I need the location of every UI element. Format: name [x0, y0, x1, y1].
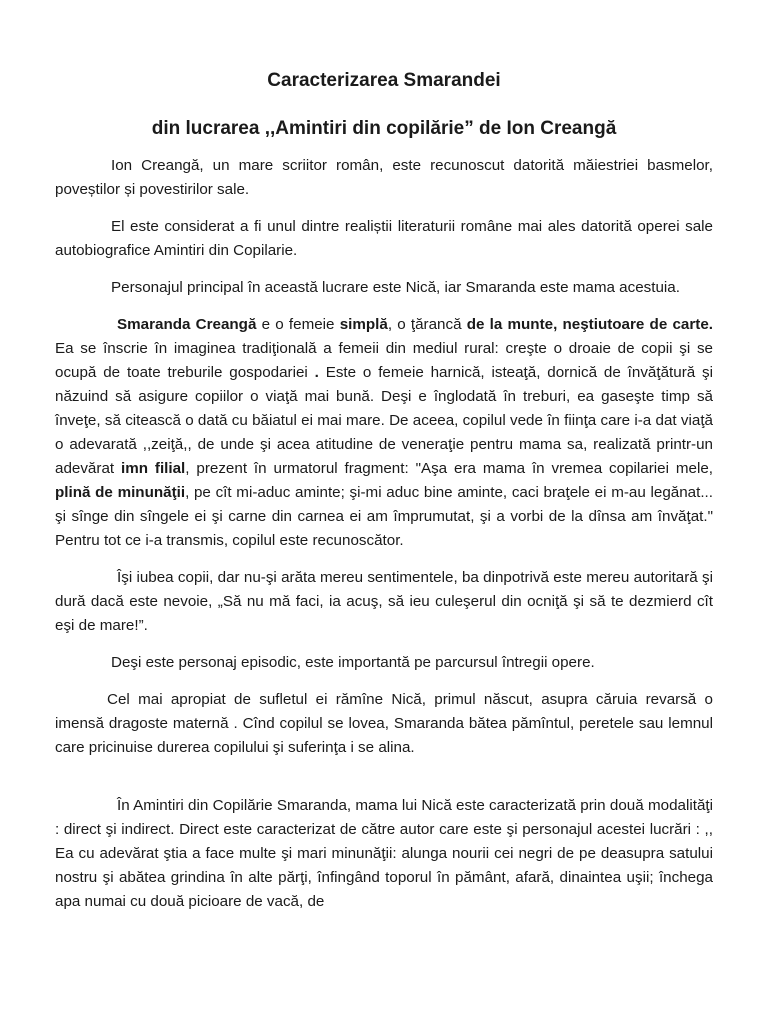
paragraph-8: În Amintiri din Copilărie Smaranda, mama lui Nică este caracterizată prin două modalităţi : direct şi indirect. Direct este caracterizat de către autor care este şi personajul acestei lucrări : ,, Ea cu adevărat ştia a face multe şi mari minunăţii: alunga nourii cei negri de pe deasupra satului nostru şi abătea grindina în alte părţi, înfingând toporul în pământ, afară, dinaintea uşii; închega apa numai cu două picioare de vacă, de: [55, 797, 713, 910]
paragraph-7: Cel mai apropiat de sufletul ei rămîne Nică, primul născut, asupra căruia revarsă o imensă dragoste maternă . Cînd copilul se lovea, Smaranda bătea pămîntul, peretele sau lemnul care pricinuise durerea copilului şi suferinţa i se alina.: [55, 691, 713, 756]
paragraph-2: El este considerat a fi unul dintre realiștii literaturii române mai ales datorită operei sale autobiografice Amintiri din Copilarie.: [55, 218, 713, 259]
text-span: , o ţărancă: [387, 316, 467, 333]
document-subtitle: din lucrarea ,,Amintiri din copilărie” de Ion Creangă: [151, 118, 617, 139]
bold-text: Smaranda Creangă: [117, 316, 257, 333]
document-page: [55, 0, 713, 1024]
paragraph-5: Îşi iubea copii, dar nu-şi arăta mereu sentimentele, ba dinpotrivă este mereu autoritară şi dură dacă este nevoie, „Să nu mă faci, ia acuş, să ieu culeşerul din ocniţă şi să te dezmierd cît eşi de mare!”.: [55, 569, 713, 634]
text-span: e o femeie: [256, 316, 340, 333]
bold-text: plină de minunăţii: [55, 484, 186, 501]
paragraph-3: Personajul principal în această lucrare este Nică, iar Smaranda este mama acestuia.: [111, 279, 680, 296]
text-span: , pe cît mi-aduc aminte; şi-mi aduc bine aminte, caci braţele ei m-au legănat... şi sînge din sîngele ei şi carne din carnea ei am împrumutat, şi a vorbi de la dînsa am învăţat." Pentru tot ce i-a transmis, copilul este recunoscător.: [55, 484, 713, 549]
text-span: , prezent în urmatorul fragment: "Aşa era mama în vremea copilariei mele,: [185, 460, 713, 477]
text-span: Este o femeie harnică, isteaţă, dornică de învăţătură şi năzuind să asigure copiilor o viaţă mai bună. Deşi e înglodată în treburi, ea gaseşte timp să înveţe, să citească o dată cu băiatul ei mai mare. De aceea, copilul vede în fiinţa care i-a dat viaţă o adevarată ,,zeiţă,, de unde şi acea atitudine de veneraţie pentru mama sa, realizată printr-un adevărat: [55, 364, 713, 477]
bold-text: imn filial: [121, 460, 186, 477]
document-body: [55, 154, 713, 927]
text-span: Ea se înscrie în imaginea tradiţională a femeii din mediul rural: creşte o droaie de copii şi se ocupă de toate treburile gospodariei: [55, 340, 713, 381]
bold-text: simplă: [339, 316, 388, 333]
paragraph-1: Ion Creangă, un mare scriitor român, este recunoscut datorită măiestriei basmelor, poveștilor și povestirilor sale.: [55, 157, 713, 198]
bold-text: de la munte, neştiutoare de carte.: [466, 316, 714, 333]
paragraph-6: Deşi este personaj episodic, este importantă pe parcursul întregii opere.: [111, 654, 595, 671]
paragraph-4: [55, 313, 713, 553]
bold-text: .: [314, 364, 319, 381]
document-title: Caracterizarea Smarandei: [267, 70, 501, 91]
